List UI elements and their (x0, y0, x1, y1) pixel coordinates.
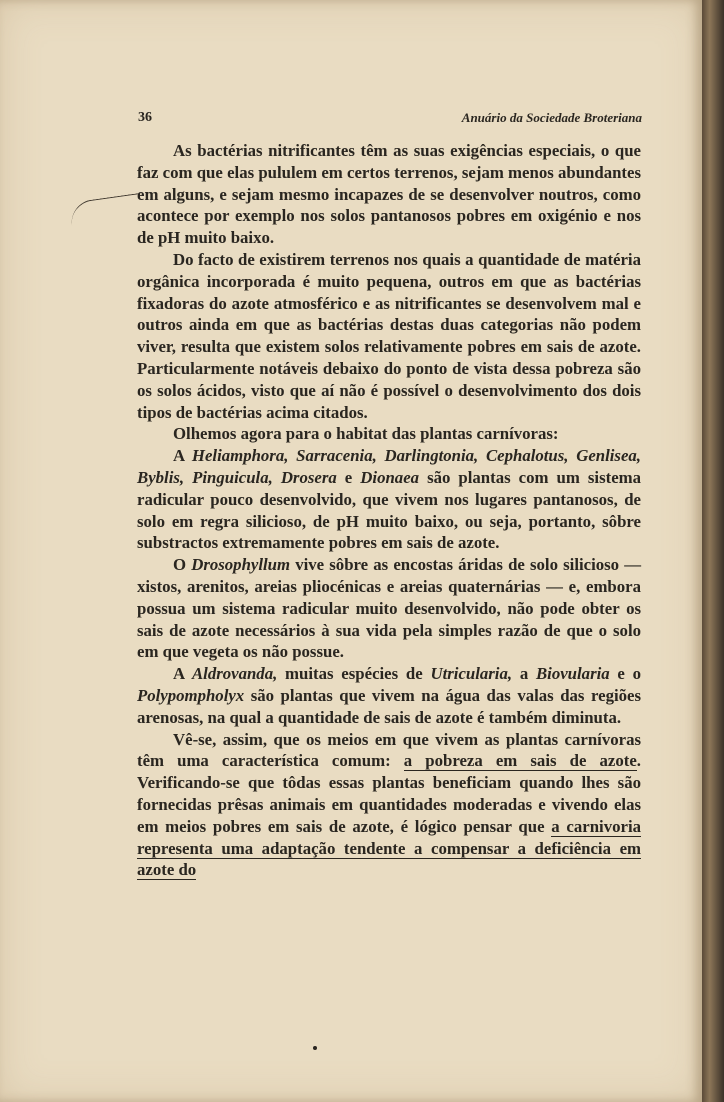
text-run: muitas espécies de (277, 664, 431, 684)
page-number: 36 (138, 110, 152, 125)
text-run: são plantas que vivem na água das valas das regiões arenosas, na qual a quantidade de sais de azote é também diminuta. (137, 685, 641, 727)
body-text (137, 140, 641, 881)
page-edge (702, 0, 724, 1102)
paragraph-3: Olhemos agora para o habitat das plantas carnívoras: (173, 424, 559, 444)
text-run: A (173, 664, 192, 684)
genus-name: Biovularia (535, 664, 610, 684)
text-run: vive sôbre as encostas áridas de solo silicioso — xistos, arenitos, areias pliocénicas e areias quaternárias — e, embora possua um sistema radicular muito desenvolvido, não pode obter os sais de azote necessários à sua vida pela simples razão de que o solo em que vegeta os não possue. (137, 555, 642, 662)
paragraph-5 (137, 554, 641, 663)
underlined-phrase: a carnivoria representa uma adaptação tendente a compensar a deficiência em azote do (137, 816, 641, 880)
pencil-mark (69, 193, 142, 226)
text-run: e o (609, 664, 642, 684)
text-run: a (512, 664, 536, 684)
paragraph-4 (137, 445, 641, 554)
genus-name: Polypompholyx (137, 685, 245, 705)
paragraph-7 (137, 729, 641, 882)
genus-name: Dionaea (360, 467, 420, 487)
text-run: e (336, 467, 361, 487)
paragraph-2: Do facto de existirem terrenos nos quais a quantidade de matéria orgânica incorporada é muito pequena, outros em que as bactérias fixadoras do azote atmosférico e as nitrificantes se desenvolvem mal e outros ainda em que as bactérias destas duas categorias não podem viver, resulta que existem solos relativamente pobres em sais de azote. Particularmente notáveis debaixo do ponto de vista dessa pobreza são os solos ácidos, visto que aí não é possível o desenvolvimento dos dois tipos de bactérias acima citados. (137, 249, 641, 422)
text-run: O (173, 555, 192, 575)
text-run: A (173, 446, 192, 466)
text-run: . Verificando-se que tôdas essas plantas beneficiam quando lhes são fornecidas prêsas animais em quantidades moderadas e vivendo elas em meios pobres em sais de azote, é lógico pensar que (137, 751, 641, 836)
paragraph-1: As bactérias nitrificantes têm as suas exigências especiais, o que faz com que elas pululem em certos terrenos, sejam menos abundantes em alguns, e sejam mesmo incapazes de se desenvolver noutros, como acontece por exemplo nos solos pantanosos pobres em oxigénio e nos de pH muito baixo. (137, 141, 641, 248)
ink-dot (313, 1046, 317, 1050)
page-header (138, 110, 642, 130)
underlined-phrase: a pobreza em sais de azote (403, 751, 637, 771)
genus-name: Aldrovanda, (191, 664, 278, 684)
genus-name: Drosophyllum (191, 555, 291, 575)
text-run: são plantas com um sistema radicular pouco desenvolvido, que vivem nos lugares pantanosos, de solo em regra silicioso, de pH muito baixo, ou seja, portanto, sôbre substractos extremamente pobres em sais de azote. (137, 467, 642, 553)
text-run: Vê-se, assim, que os meios em que vivem as plantas carnívoras têm uma característica comum: (137, 729, 641, 771)
running-title: Anuário da Sociedade Broteriana (461, 110, 642, 125)
genus-names: Heliamphora, Sarracenia, Darlingtonia, Cephalotus, Genlisea, Byblis, Pinguicula, Drosera (137, 446, 641, 487)
paragraph-6 (137, 663, 641, 728)
genus-name: Utricularia, (430, 664, 513, 684)
